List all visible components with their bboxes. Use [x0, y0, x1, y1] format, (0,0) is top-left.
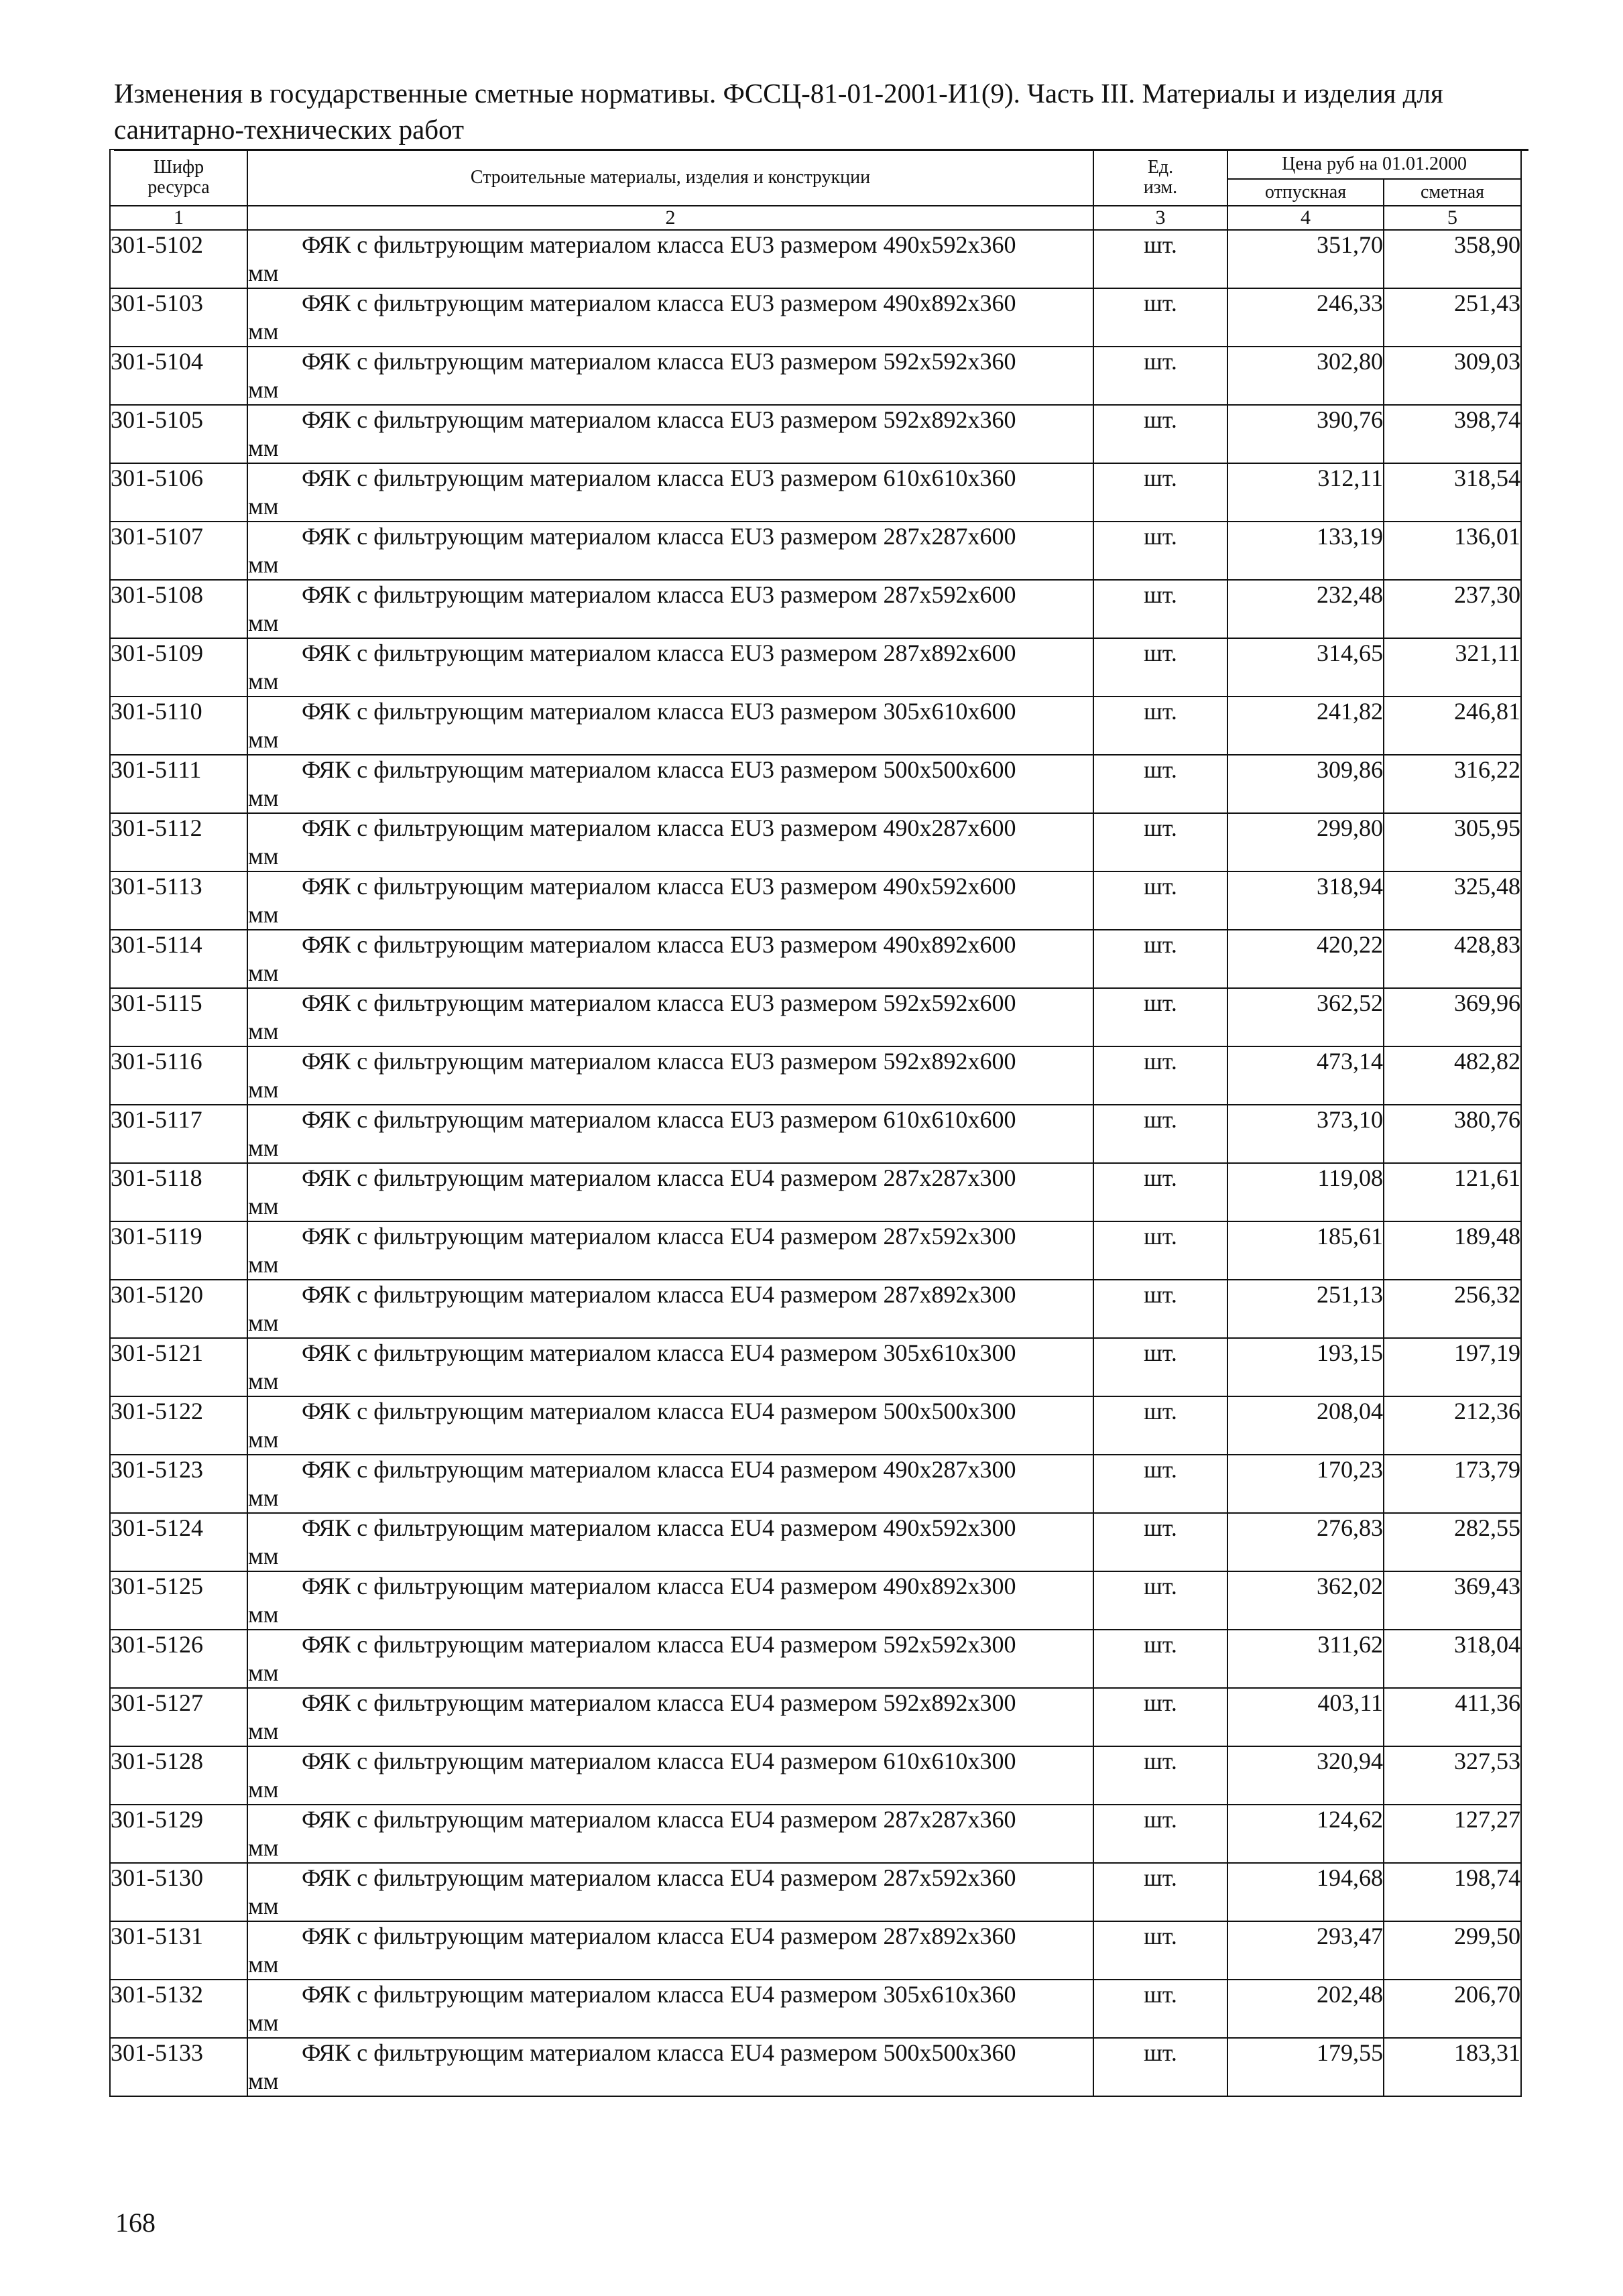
description-line1: ФЯК с фильтрующим материалом класса EU3 размером 490х287х600 — [302, 814, 1016, 841]
price-estimate-cell: 411,36 — [1384, 1688, 1521, 1746]
header-price-release: отпускная — [1227, 179, 1384, 206]
resource-code: 301-5103 — [110, 288, 247, 347]
price-estimate-cell: 325,48 — [1384, 871, 1521, 930]
price-estimate-cell: 398,74 — [1384, 405, 1521, 463]
table-row — [110, 1396, 1521, 1455]
description-line2: мм — [248, 1251, 279, 1278]
price-estimate-cell: 282,55 — [1384, 1513, 1521, 1571]
price-estimate-cell: 318,54 — [1384, 463, 1521, 522]
table-row — [110, 1046, 1521, 1105]
unit-cell: шт. — [1093, 1338, 1227, 1396]
table-row — [110, 1746, 1521, 1805]
material-description — [247, 988, 1093, 1046]
unit-cell: шт. — [1093, 580, 1227, 638]
resource-code: 301-5130 — [110, 1863, 247, 1921]
material-description — [247, 697, 1093, 755]
resource-code: 301-5112 — [110, 813, 247, 871]
price-release-cell: 311,62 — [1227, 1630, 1384, 1688]
description-line1: ФЯК с фильтрующим материалом класса EU3 размером 610х610х600 — [302, 1106, 1016, 1133]
material-description — [247, 813, 1093, 871]
price-release-cell: 193,15 — [1227, 1338, 1384, 1396]
table-row — [110, 1805, 1521, 1863]
description-line1: ФЯК с фильтрующим материалом класса EU4 размером 592х892х300 — [302, 1689, 1016, 1716]
unit-cell: шт. — [1093, 988, 1227, 1046]
header-unit — [1093, 149, 1227, 206]
resource-code: 301-5108 — [110, 580, 247, 638]
unit-cell: шт. — [1093, 1980, 1227, 2038]
unit-cell: шт. — [1093, 638, 1227, 697]
price-estimate-cell: 127,27 — [1384, 1805, 1521, 1863]
description-line2: мм — [248, 1834, 279, 1861]
table-row — [110, 1630, 1521, 1688]
description-line2: мм — [248, 784, 279, 811]
material-description — [247, 1163, 1093, 1221]
material-description — [247, 1455, 1093, 1513]
unit-cell: шт. — [1093, 1163, 1227, 1221]
resource-code: 301-5131 — [110, 1921, 247, 1980]
unit-cell: шт. — [1093, 1046, 1227, 1105]
header-code — [110, 149, 247, 206]
table-row — [110, 463, 1521, 522]
header-title-line2: санитарно-технических работ — [114, 114, 465, 145]
price-estimate-cell: 198,74 — [1384, 1863, 1521, 1921]
price-estimate-cell: 183,31 — [1384, 2038, 1521, 2096]
unit-cell: шт. — [1093, 1921, 1227, 1980]
table-row — [110, 1571, 1521, 1630]
description-line1: ФЯК с фильтрующим материалом класса EU4 размером 287х592х300 — [302, 1223, 1016, 1250]
price-estimate-cell: 309,03 — [1384, 347, 1521, 405]
material-description — [247, 580, 1093, 638]
description-line2: мм — [248, 1601, 279, 1628]
description-line1: ФЯК с фильтрующим материалом класса EU3 размером 500х500х600 — [302, 756, 1016, 783]
material-description — [247, 1338, 1093, 1396]
description-line2: мм — [248, 1776, 279, 1803]
price-release-cell: 309,86 — [1227, 755, 1384, 813]
description-line1: ФЯК с фильтрующим материалом класса EU4 размером 305х610х300 — [302, 1339, 1016, 1366]
table-row — [110, 405, 1521, 463]
unit-cell: шт. — [1093, 405, 1227, 463]
price-release-cell: 420,22 — [1227, 930, 1384, 988]
material-description — [247, 1513, 1093, 1571]
description-line1: ФЯК с фильтрующим материалом класса EU4 размером 500х500х360 — [302, 2039, 1016, 2066]
unit-cell: шт. — [1093, 230, 1227, 288]
price-release-cell: 251,13 — [1227, 1280, 1384, 1338]
price-estimate-cell: 482,82 — [1384, 1046, 1521, 1105]
description-line2: мм — [248, 1717, 279, 1744]
price-release-cell: 373,10 — [1227, 1105, 1384, 1163]
material-description — [247, 1921, 1093, 1980]
table-row — [110, 522, 1521, 580]
price-release-cell: 299,80 — [1227, 813, 1384, 871]
resource-code: 301-5129 — [110, 1805, 247, 1863]
price-estimate-cell: 256,32 — [1384, 1280, 1521, 1338]
price-estimate-cell: 318,04 — [1384, 1630, 1521, 1688]
table-row — [110, 755, 1521, 813]
description-line1: ФЯК с фильтрующим материалом класса EU3 размером 287х287х600 — [302, 523, 1016, 550]
material-description — [247, 405, 1093, 463]
price-release-cell: 124,62 — [1227, 1805, 1384, 1863]
header-code-line2: ресурса — [147, 177, 210, 198]
unit-cell: шт. — [1093, 1221, 1227, 1280]
table-row — [110, 2038, 1521, 2096]
resource-code: 301-5126 — [110, 1630, 247, 1688]
price-release-cell: 241,82 — [1227, 697, 1384, 755]
material-description — [247, 1746, 1093, 1805]
resource-code: 301-5118 — [110, 1163, 247, 1221]
price-estimate-cell: 305,95 — [1384, 813, 1521, 871]
description-line2: мм — [248, 1426, 279, 1453]
price-release-cell: 362,52 — [1227, 988, 1384, 1046]
material-description — [247, 1688, 1093, 1746]
price-table — [109, 149, 1522, 2097]
description-line1: ФЯК с фильтрующим материалом класса EU4 размером 490х592х300 — [302, 1514, 1016, 1541]
description-line2: мм — [248, 551, 279, 578]
resource-code: 301-5123 — [110, 1455, 247, 1513]
price-estimate-cell: 299,50 — [1384, 1921, 1521, 1980]
description-line2: мм — [248, 1368, 279, 1394]
table-row — [110, 580, 1521, 638]
description-line1: ФЯК с фильтрующим материалом класса EU3 размером 305х610х600 — [302, 698, 1016, 725]
price-release-cell: 318,94 — [1227, 871, 1384, 930]
material-description — [247, 871, 1093, 930]
resource-code: 301-5133 — [110, 2038, 247, 2096]
resource-code: 301-5105 — [110, 405, 247, 463]
description-line2: мм — [248, 434, 279, 461]
unit-cell: шт. — [1093, 1280, 1227, 1338]
description-line1: ФЯК с фильтрующим материалом класса EU4 размером 610х610х300 — [302, 1748, 1016, 1774]
table-row — [110, 1221, 1521, 1280]
price-release-cell: 362,02 — [1227, 1571, 1384, 1630]
column-number: 5 — [1384, 206, 1521, 230]
table-row — [110, 1163, 1521, 1221]
unit-cell: шт. — [1093, 1571, 1227, 1630]
description-line1: ФЯК с фильтрующим материалом класса EU4 размером 592х592х300 — [302, 1631, 1016, 1658]
material-description — [247, 1630, 1093, 1688]
unit-cell: шт. — [1093, 1105, 1227, 1163]
price-release-cell: 473,14 — [1227, 1046, 1384, 1105]
unit-cell: шт. — [1093, 1805, 1227, 1863]
resource-code: 301-5127 — [110, 1688, 247, 1746]
description-line2: мм — [248, 2009, 279, 2036]
column-number-row — [110, 206, 1521, 230]
price-estimate-cell: 316,22 — [1384, 755, 1521, 813]
price-estimate-cell: 358,90 — [1384, 230, 1521, 288]
price-estimate-cell: 206,70 — [1384, 1980, 1521, 2038]
column-number: 1 — [110, 206, 247, 230]
price-release-cell: 179,55 — [1227, 2038, 1384, 2096]
table-row — [110, 871, 1521, 930]
price-release-cell: 119,08 — [1227, 1163, 1384, 1221]
resource-code: 301-5122 — [110, 1396, 247, 1455]
resource-code: 301-5114 — [110, 930, 247, 988]
description-line1: ФЯК с фильтрующим материалом класса EU3 размером 610х610х360 — [302, 465, 1016, 491]
resource-code: 301-5121 — [110, 1338, 247, 1396]
price-estimate-cell: 428,83 — [1384, 930, 1521, 988]
unit-cell: шт. — [1093, 1630, 1227, 1688]
price-release-cell: 232,48 — [1227, 580, 1384, 638]
description-line1: ФЯК с фильтрующим материалом класса EU3 размером 287х592х600 — [302, 581, 1016, 608]
unit-cell: шт. — [1093, 522, 1227, 580]
unit-cell: шт. — [1093, 1513, 1227, 1571]
description-line1: ФЯК с фильтрующим материалом класса EU3 размером 287х892х600 — [302, 640, 1016, 666]
table-row — [110, 1280, 1521, 1338]
description-line1: ФЯК с фильтрующим материалом класса EU3 размером 592х592х600 — [302, 989, 1016, 1016]
table-row — [110, 1338, 1521, 1396]
price-estimate-cell: 321,11 — [1384, 638, 1521, 697]
unit-cell: шт. — [1093, 813, 1227, 871]
description-line1: ФЯК с фильтрующим материалом класса EU3 размером 592х592х360 — [302, 348, 1016, 375]
header-description: Строительные материалы, изделия и конструкции — [247, 149, 1093, 206]
resource-code: 301-5104 — [110, 347, 247, 405]
description-line2: мм — [248, 959, 279, 986]
description-line2: мм — [248, 1543, 279, 1569]
description-line2: мм — [248, 1076, 279, 1103]
price-estimate-cell: 327,53 — [1384, 1746, 1521, 1805]
unit-cell: шт. — [1093, 1863, 1227, 1921]
resource-code: 301-5119 — [110, 1221, 247, 1280]
description-line2: мм — [248, 609, 279, 636]
price-release-cell: 185,61 — [1227, 1221, 1384, 1280]
header-code-line1: Шифр — [153, 157, 204, 178]
description-line2: мм — [248, 1951, 279, 1978]
header-unit-line2: изм. — [1143, 177, 1178, 198]
description-line2: мм — [248, 1018, 279, 1044]
table-row — [110, 638, 1521, 697]
material-description — [247, 930, 1093, 988]
description-line2: мм — [248, 1309, 279, 1336]
material-description — [247, 1105, 1093, 1163]
price-estimate-cell: 369,96 — [1384, 988, 1521, 1046]
description-line2: мм — [248, 1659, 279, 1686]
material-description — [247, 638, 1093, 697]
resource-code: 301-5115 — [110, 988, 247, 1046]
unit-cell: шт. — [1093, 1455, 1227, 1513]
material-description — [247, 1571, 1093, 1630]
price-estimate-cell: 136,01 — [1384, 522, 1521, 580]
table-row — [110, 697, 1521, 755]
description-line2: мм — [248, 2067, 279, 2094]
resource-code: 301-5106 — [110, 463, 247, 522]
price-estimate-cell: 121,61 — [1384, 1163, 1521, 1221]
header-title-line1: Изменения в государственные сметные нормативы. ФССЦ-81-01-2001-И1(9). Часть III. Материалы и изделия для — [114, 78, 1443, 109]
material-description — [247, 2038, 1093, 2096]
description-line1: ФЯК с фильтрующим материалом класса EU4 размером 287х287х300 — [302, 1164, 1016, 1191]
material-description — [247, 1863, 1093, 1921]
price-release-cell: 293,47 — [1227, 1921, 1384, 1980]
table-row — [110, 813, 1521, 871]
description-line1: ФЯК с фильтрующим материалом класса EU3 размером 592х892х360 — [302, 406, 1016, 433]
header-price-estimate: сметная — [1384, 179, 1521, 206]
unit-cell: шт. — [1093, 930, 1227, 988]
table-row — [110, 1105, 1521, 1163]
material-description — [247, 1396, 1093, 1455]
price-release-cell: 302,80 — [1227, 347, 1384, 405]
price-release-cell: 314,65 — [1227, 638, 1384, 697]
description-line1: ФЯК с фильтрующим материалом класса EU4 размером 490х892х300 — [302, 1573, 1016, 1599]
page-header — [114, 75, 1528, 151]
description-line2: мм — [248, 1193, 279, 1219]
column-number: 2 — [247, 206, 1093, 230]
unit-cell: шт. — [1093, 1688, 1227, 1746]
unit-cell: шт. — [1093, 347, 1227, 405]
description-line2: мм — [248, 726, 279, 753]
material-description — [247, 1980, 1093, 2038]
price-estimate-cell: 246,81 — [1384, 697, 1521, 755]
description-line1: ФЯК с фильтрующим материалом класса EU4 размером 287х592х360 — [302, 1864, 1016, 1891]
resource-code: 301-5132 — [110, 1980, 247, 2038]
column-number: 4 — [1227, 206, 1384, 230]
price-estimate-cell: 369,43 — [1384, 1571, 1521, 1630]
price-release-cell: 276,83 — [1227, 1513, 1384, 1571]
price-release-cell: 312,11 — [1227, 463, 1384, 522]
resource-code: 301-5125 — [110, 1571, 247, 1630]
price-estimate-cell: 197,19 — [1384, 1338, 1521, 1396]
price-estimate-cell: 380,76 — [1384, 1105, 1521, 1163]
description-line1: ФЯК с фильтрующим материалом класса EU3 размером 490х892х360 — [302, 290, 1016, 316]
material-description — [247, 1805, 1093, 1863]
resource-code: 301-5116 — [110, 1046, 247, 1105]
description-line1: ФЯК с фильтрующим материалом класса EU3 размером 592х892х600 — [302, 1048, 1016, 1075]
description-line1: ФЯК с фильтрующим материалом класса EU4 размером 287х892х360 — [302, 1923, 1016, 1949]
material-description — [247, 347, 1093, 405]
description-line1: ФЯК с фильтрующим материалом класса EU4 размером 287х892х300 — [302, 1281, 1016, 1308]
table-row — [110, 230, 1521, 288]
description-line2: мм — [248, 259, 279, 286]
unit-cell: шт. — [1093, 463, 1227, 522]
description-line2: мм — [248, 318, 279, 345]
resource-code: 301-5111 — [110, 755, 247, 813]
table-row — [110, 1980, 1521, 2038]
table-row — [110, 1863, 1521, 1921]
unit-cell: шт. — [1093, 1396, 1227, 1455]
description-line2: мм — [248, 493, 279, 520]
table-row — [110, 347, 1521, 405]
description-line1: ФЯК с фильтрующим материалом класса EU4 размером 490х287х300 — [302, 1456, 1016, 1483]
material-description — [247, 1046, 1093, 1105]
description-line2: мм — [248, 1892, 279, 1919]
resource-code: 301-5120 — [110, 1280, 247, 1338]
material-description — [247, 230, 1093, 288]
table-row — [110, 1455, 1521, 1513]
table-row — [110, 1513, 1521, 1571]
price-release-cell: 390,76 — [1227, 405, 1384, 463]
description-line2: мм — [248, 376, 279, 403]
resource-code: 301-5110 — [110, 697, 247, 755]
price-estimate-cell: 212,36 — [1384, 1396, 1521, 1455]
description-line1: ФЯК с фильтрующим материалом класса EU4 размером 305х610х360 — [302, 1981, 1016, 2008]
table-row — [110, 288, 1521, 347]
resource-code: 301-5117 — [110, 1105, 247, 1163]
description-line2: мм — [248, 668, 279, 694]
unit-cell: шт. — [1093, 755, 1227, 813]
price-release-cell: 403,11 — [1227, 1688, 1384, 1746]
material-description — [247, 755, 1093, 813]
material-description — [247, 1280, 1093, 1338]
resource-code: 301-5124 — [110, 1513, 247, 1571]
table-row — [110, 930, 1521, 988]
unit-cell: шт. — [1093, 2038, 1227, 2096]
page-number: 168 — [115, 2208, 156, 2238]
description-line2: мм — [248, 843, 279, 869]
column-number: 3 — [1093, 206, 1227, 230]
unit-cell: шт. — [1093, 871, 1227, 930]
price-release-cell: 246,33 — [1227, 288, 1384, 347]
price-release-cell: 320,94 — [1227, 1746, 1384, 1805]
table-row — [110, 988, 1521, 1046]
price-estimate-cell: 189,48 — [1384, 1221, 1521, 1280]
resource-code: 301-5107 — [110, 522, 247, 580]
price-estimate-cell: 237,30 — [1384, 580, 1521, 638]
price-estimate-cell: 173,79 — [1384, 1455, 1521, 1513]
table-body — [110, 230, 1521, 2096]
price-release-cell: 133,19 — [1227, 522, 1384, 580]
material-description — [247, 463, 1093, 522]
description-line1: ФЯК с фильтрующим материалом класса EU4 размером 500х500х300 — [302, 1398, 1016, 1425]
price-release-cell: 170,23 — [1227, 1455, 1384, 1513]
description-line1: ФЯК с фильтрующим материалом класса EU3 размером 490х592х360 — [302, 231, 1016, 258]
price-release-cell: 208,04 — [1227, 1396, 1384, 1455]
unit-cell: шт. — [1093, 288, 1227, 347]
resource-code: 301-5128 — [110, 1746, 247, 1805]
description-line2: мм — [248, 901, 279, 928]
table-row — [110, 1688, 1521, 1746]
description-line2: мм — [248, 1484, 279, 1511]
price-release-cell: 202,48 — [1227, 1980, 1384, 2038]
description-line1: ФЯК с фильтрующим материалом класса EU3 размером 490х592х600 — [302, 873, 1016, 900]
resource-code: 301-5113 — [110, 871, 247, 930]
material-description — [247, 1221, 1093, 1280]
price-release-cell: 351,70 — [1227, 230, 1384, 288]
description-line2: мм — [248, 1134, 279, 1161]
material-description — [247, 522, 1093, 580]
resource-code: 301-5109 — [110, 638, 247, 697]
description-line1: ФЯК с фильтрующим материалом класса EU4 размером 287х287х360 — [302, 1806, 1016, 1833]
header-unit-line1: Ед. — [1147, 157, 1174, 178]
description-line1: ФЯК с фильтрующим материалом класса EU3 размером 490х892х600 — [302, 931, 1016, 958]
header-price: Цена руб на 01.01.2000 — [1227, 149, 1521, 179]
material-description — [247, 288, 1093, 347]
unit-cell: шт. — [1093, 697, 1227, 755]
price-estimate-cell: 251,43 — [1384, 288, 1521, 347]
unit-cell: шт. — [1093, 1746, 1227, 1805]
table-row — [110, 1921, 1521, 1980]
resource-code: 301-5102 — [110, 230, 247, 288]
price-release-cell: 194,68 — [1227, 1863, 1384, 1921]
